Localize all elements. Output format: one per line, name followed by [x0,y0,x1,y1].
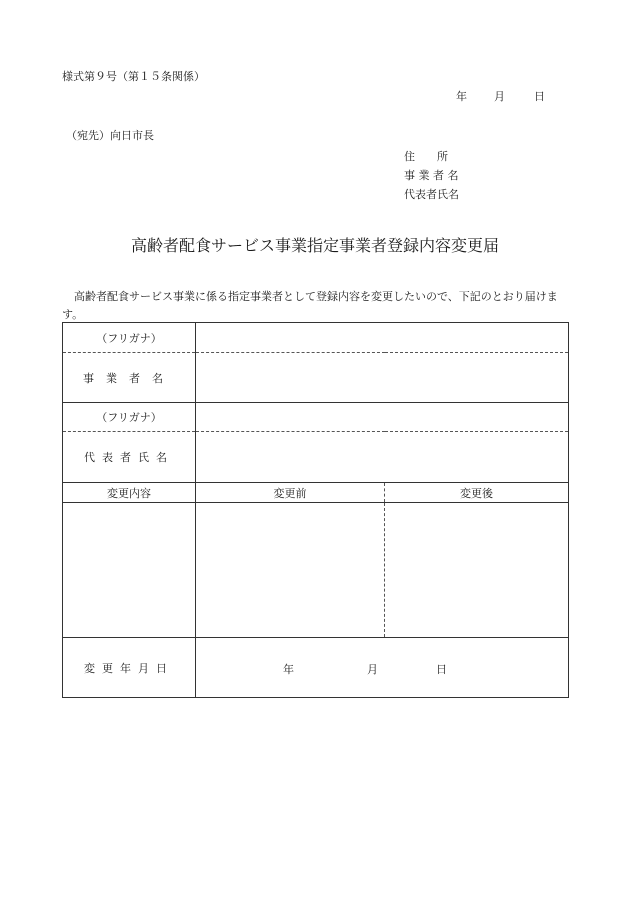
col-header-after: 変更後 [385,483,569,503]
date-day-label: 日 [534,90,545,103]
before-field[interactable] [196,503,385,638]
furigana-label-business: （フリガナ） [63,323,196,353]
intro-text: 高齢者配食サービス事業に係る指定事業者として登録内容を変更したいので、下記のとおり届けます。 [62,290,558,321]
addressee: （宛先）向日市長 [66,129,154,142]
furigana-label-representative: （フリガナ） [63,403,196,432]
representative-label [63,432,196,483]
date-month-label: 月 [494,90,505,103]
representative-label-text: 代表者氏名 [84,451,174,464]
registration-change-table [62,322,569,698]
change-date-day: 日 [436,662,447,676]
sender-business-name-label: 事 業 者 名 [404,169,459,182]
col-header-change-content: 変更内容 [63,483,196,503]
representative-furigana-field[interactable] [196,403,569,432]
change-date-label-text: 変更年月日 [84,661,174,675]
business-name-label-text: 事業者名 [83,371,175,385]
change-content-field[interactable] [63,503,196,638]
business-furigana-field[interactable] [196,323,569,353]
page-title: 高齢者配食サービス事業指定事業者登録内容変更届 [130,236,499,255]
sender-representative-label: 代表者氏名 [404,188,459,201]
after-field[interactable] [385,503,569,638]
sender-address-label: 住 所 [404,150,448,163]
col-header-before: 変更前 [196,483,385,503]
change-date-month: 月 [367,662,378,676]
date-year-label: 年 [456,90,467,103]
representative-field[interactable] [196,432,569,483]
business-name-label [63,353,196,403]
form-number: 様式第９号（第１５条関係） [62,70,205,83]
change-date-year: 年 [283,662,294,676]
business-name-field[interactable] [196,353,569,403]
change-date-label [63,638,196,698]
change-date-field[interactable] [196,638,569,698]
